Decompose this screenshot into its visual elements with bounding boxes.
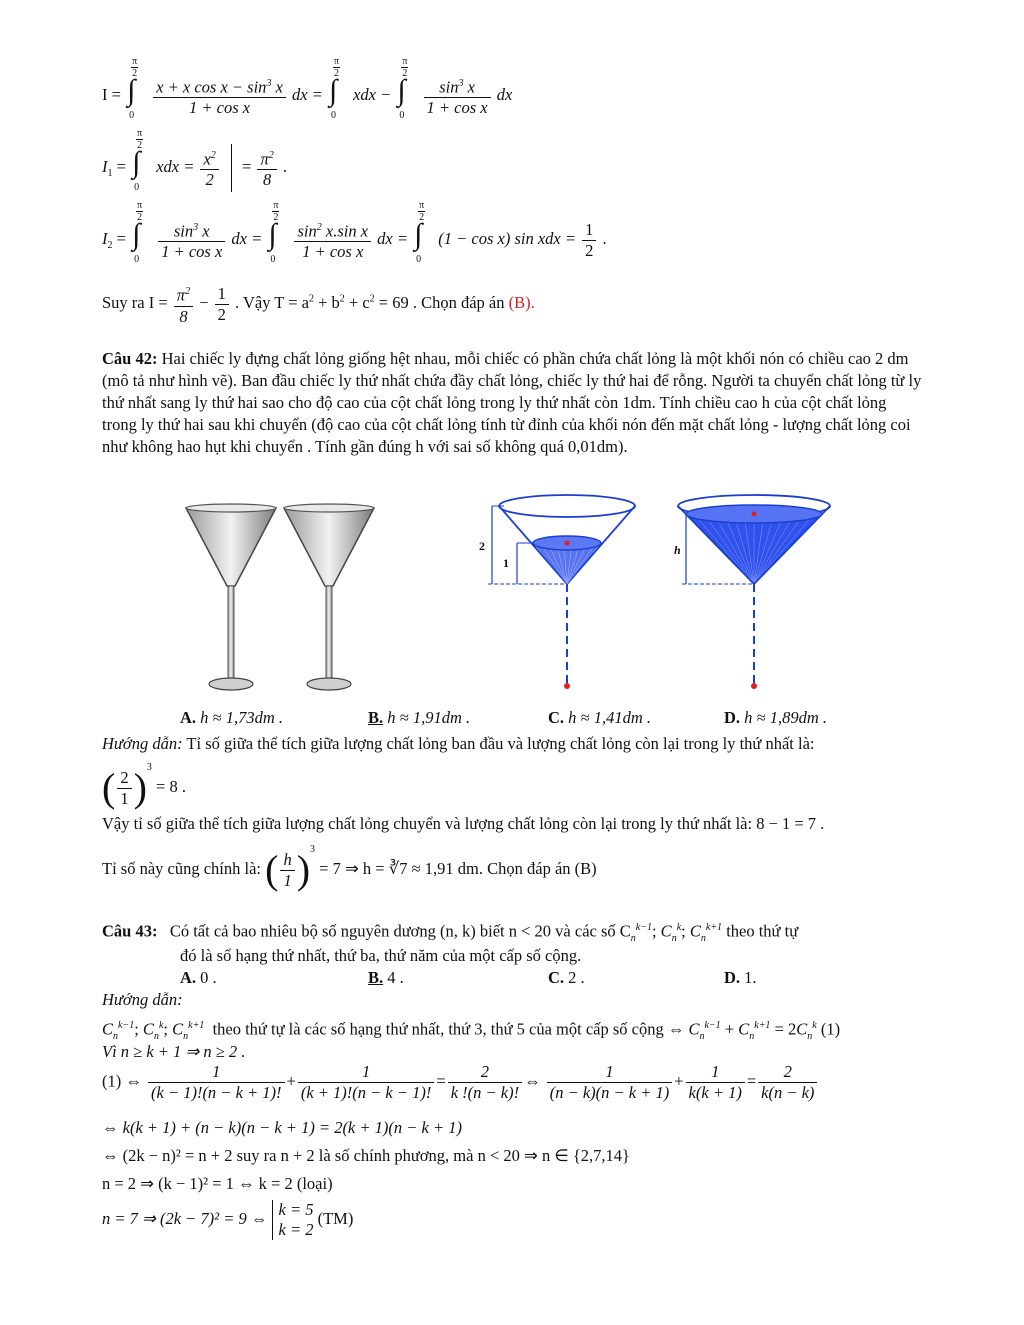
guide-42-ratio: ( $\frac{2}{1}$ )$^3$ = 8 . — [102, 762, 186, 811]
choice-d-42[interactable]: D. h ≈ 1,89dm . — [724, 708, 828, 727]
integral-sign: π 2 ∫ 0 — [414, 200, 425, 265]
question-43-line2: đó là số hạng thứ nhất, thứ ba, thứ năm của một cấp số cộng. — [180, 946, 582, 965]
i2-fraction-2: $\frac{\sin^2 x.\sin x}{\text{1 + cos x}}$ — [294, 218, 371, 263]
guide-43-line6: n = 2 ⇒ (k − 1)² = 1 ⇔ k = 2 (loại) — [102, 1174, 333, 1193]
guide-43-line2: Vì n ≥ k + 1 ⇒ n ≥ 2 . — [102, 1042, 246, 1061]
i-label: I = — [102, 84, 121, 104]
stem-end-point — [564, 683, 570, 689]
integral-sign: π 2 ∫ 0 — [132, 200, 143, 265]
choice-b-43[interactable]: B. 4 . — [368, 968, 404, 987]
antiderivative-fraction: $\frac{x^2}{2}$ — [200, 146, 218, 191]
guide-42-line1: Hướng dẫn: Tỉ số giữa thể tích giữa lượng chất lỏng ban đầu và lượng chất lỏng còn lại trong ly thứ nhất là: — [102, 734, 815, 753]
guide-43-line4: ⇔ k(k + 1) + (n − k)(n − k + 1) = 2(k + 1)(n − k + 1) — [102, 1118, 462, 1137]
height-label-2: 2 — [479, 539, 485, 553]
xdx-term: xdx − — [353, 84, 392, 104]
height-label-h: h — [674, 543, 681, 557]
i2-label: I — [102, 228, 108, 248]
integral-sign: π 2 ∫ 0 — [397, 56, 408, 121]
integral-sign: π 2 ∫ 0 — [127, 56, 138, 121]
question-42-label: Câu 42: — [102, 349, 158, 368]
dx-end: dx — [496, 84, 513, 104]
choice-a-43[interactable]: A. 0 . — [180, 968, 217, 987]
guide-42-line2: Vậy tỉ số giữa thể tích giữa lượng chất lỏng chuyển và lượng chất lỏng còn lại trong ly thứ nhất là: 8 − 1 = 7 . — [102, 814, 825, 833]
integral-i1-equation: $I_1$ = π 2 ∫ 0 xdx = $\frac{x^2}{2}$ = $\frac{\pi^2}{8}$ . — [102, 128, 288, 193]
height-label-1: 1 — [503, 556, 509, 570]
guide-43-line5: ⇔ (2k − n)² = n + 2 suy ra n + 2 là số chính phương, mà n < 20 ⇒ n ∈ {2,7,14} — [102, 1146, 630, 1165]
integrand-fraction-2: $\frac{\sin^3 x}{\text{1 + cos x}}$ — [424, 74, 491, 119]
stem-end-point-2 — [751, 683, 757, 689]
glass-right — [284, 504, 374, 690]
choice-b-42[interactable]: B. h ≈ 1,91dm . — [368, 708, 471, 727]
guide-43-label-line — [102, 990, 183, 1010]
guide-43-line1: $C_n^{k-1}$; $C_n^k$; $C_n^{k+1}$ theo thứ tự là các số hạng thứ nhất, thứ 3, thứ 5 của một cấp số cộng ⇔ $C_n^{k-1} + C_n^{k+1} = 2C_n^k$ (1) — [102, 1019, 841, 1042]
guide-43-line3: (1) ⇔ $\frac{1}{(k - 1)!(n - k + 1)!}$ + $\frac{1}{(k + 1)!(n - k - 1)!}$ = $\frac{2}{k !(n - k)!}$ ⇔ $\frac{1}{(n - k)(n - k + 1)}$ + $\frac{1}{k(k + 1)}$ = $\frac{2}{k(n - k)}$ — [102, 1062, 819, 1112]
pi-squared-over-8: $\frac{\pi^2}{8}$ — [174, 282, 193, 327]
conclusion-41: Suy ra I = $\frac{\pi^2}{8}$ − $\frac{1}{2}$ . Vậy $T = a^2 + b^2 + c^2 = 69$ . Chọn đáp án (B). — [102, 283, 535, 326]
evaluation-bar — [231, 144, 232, 192]
question-43-line1: Câu 43: Có tất cả bao nhiêu bộ số nguyên dương (n, k) biết n < 20 và các số $C_n^{k-1}$; $C_n^k$; $C_n^{k+1}$ theo thứ tự — [102, 921, 799, 944]
case-bracket: k = 5 k = 2 — [272, 1200, 314, 1240]
glass-left — [186, 504, 276, 690]
choice-c-43[interactable]: C. 2 . — [548, 968, 585, 987]
surface-center-point-2 — [752, 512, 757, 517]
integral-sign: π 2 ∫ 0 — [132, 128, 143, 193]
integrand-fraction-1: $\frac{x + x \cos x - \sin^3 x}{\text{1 + cos x}}$ — [153, 74, 286, 119]
one-half: $\frac{1}{2}$ — [215, 284, 229, 325]
cone-diagram-glass-2 — [664, 488, 854, 694]
cone-diagram-glass-1 — [470, 488, 660, 694]
guide-42-line3: Tỉ số này cũng chính là: ( $\frac{h}{1}$ )$^3$ = 7 ⇒ h = ∛7 ≈ 1,91 dm. Chọn đáp án (B) — [102, 844, 597, 893]
guide-label-43: Hướng dẫn: — [102, 990, 183, 1009]
martini-glasses-photo — [180, 500, 380, 696]
answer-41: (B). — [508, 293, 535, 313]
surface-center-point — [565, 541, 570, 546]
i1-result-fraction: $\frac{\pi^2}{8}$ — [257, 146, 276, 191]
integral-sign: π 2 ∫ 0 — [328, 56, 340, 121]
integral-i2-equation: $I_2$ = π 2 ∫ 0 $\frac{\sin^3 x}{\text{1 + cos x}}$ dx = π 2 ∫ 0 $\frac{\sin^2 x.\sin x}{\text{1 + cos x}}$ dx = π 2 ∫ 0 (1 − cos x) sin xdx = $\frac{1}{2}$ . — [102, 200, 607, 265]
i2-result-fraction: $\frac{1}{2}$ — [582, 220, 596, 261]
choice-d-43[interactable]: D. 1. — [724, 968, 757, 987]
guide-43-line7: n = 7 ⇒ (2k − 7)² = 9 ⇔ k = 5 k = 2 (TM) — [102, 1200, 354, 1239]
choice-c-42[interactable]: C. h ≈ 1,41dm . — [548, 708, 652, 727]
question-42 — [102, 348, 922, 458]
guide-label-42: Hướng dẫn: — [102, 734, 183, 753]
question-43-label: Câu 43: — [102, 921, 158, 941]
choice-a-42[interactable]: A. h ≈ 1,73dm . — [180, 708, 284, 727]
dx-equals: dx = — [292, 84, 323, 104]
integral-sign: π 2 ∫ 0 — [268, 200, 279, 265]
question-42-text: Hai chiếc ly đựng chất lỏng giống hệt nhau, mỗi chiếc có phần chứa chất lỏng là một khối nón có chiều cao 2 dm (mô tả như hình vẽ). Ban đầu chiếc ly thứ nhất chứa đầy chất lỏng, chiếc ly thứ hai để rỗng. Người ta chuyển chất lỏng từ ly thứ nhất sang ly thứ hai sao cho độ cao của cột chất lỏng trong ly thứ nhất còn 1dm. Tính chiều cao h của cột chất lỏng trong ly thứ hai sau khi chuyển (độ cao của cột chất lỏng tính từ đỉnh của khối nón đến mặt chất lỏng - lượng chất lỏng coi như không hao hụt khi chuyển . Tính gần đúng h với sai số không quá 0,01dm). — [102, 349, 922, 456]
integral-i-equation — [102, 56, 513, 130]
i1-label: I — [102, 156, 108, 176]
i2-fraction-1: $\frac{\sin^3 x}{\text{1 + cos x}}$ — [158, 218, 225, 263]
